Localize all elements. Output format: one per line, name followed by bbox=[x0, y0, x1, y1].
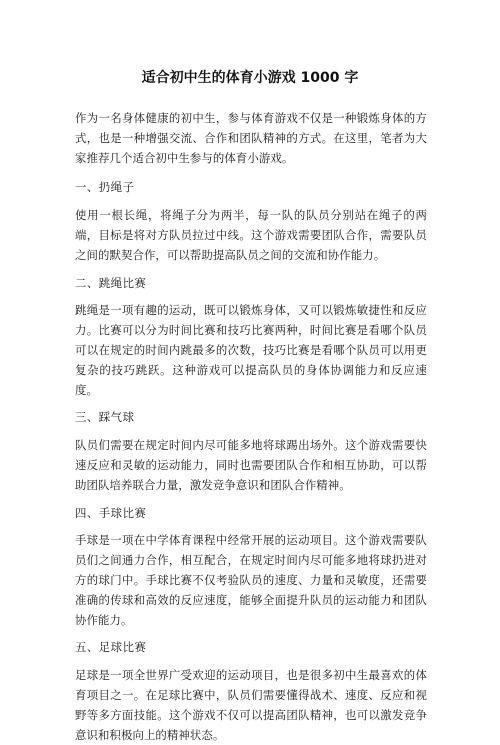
section-heading-3: 三、踩气球 bbox=[75, 410, 135, 425]
document-title: 适合初中生的体育小游戏 1000 字 bbox=[141, 70, 359, 86]
document-body bbox=[75, 109, 427, 745]
section-heading-4: 四、手球比赛 bbox=[75, 505, 147, 520]
section-heading-1: 一、扔绳子 bbox=[75, 180, 135, 195]
intro-paragraph: 作为一名身体健康的初中生，参与体育游戏不仅是一种锻炼身体的方式，也是一种增强交流、合作和团队精神的方式。在这里，笔者为大家推荐几个适合初中生参与的体育小游戏。 bbox=[75, 111, 427, 165]
section-body-5: 足球是一项全世界广受欢迎的运动项目，也是很多初中生最喜欢的体育项目之一。在足球比赛中，队员们需要懂得战术、速度、反应和视野等多方面技能。这个游戏不仅可以提高团队精神，也可以激发竞争意识和积极向上的精神状态。 bbox=[75, 668, 427, 742]
section-body-4: 手球是一项在中学体育课程中经常开展的运动项目。这个游戏需要队员们之间通力合作，相互配合，在规定时间内尽可能多地将球扔进对方的球门中。手球比赛不仅考验队员的速度、力量和灵敏度，还需要准确的传球和高效的反应速度，能够全面提升队员的运动能力和团队协作能力。 bbox=[75, 533, 427, 627]
section-heading-2: 二、跳绳比赛 bbox=[75, 275, 147, 290]
section-body-3: 队员们需要在规定时间内尽可能多地将球踢出场外。这个游戏需要快速反应和灵敏的运动能力，同时也需要团队合作和相互协助，可以帮助团队培养联合力量，激发竞争意识和团队合作精神。 bbox=[75, 438, 427, 492]
section-body-1: 使用一根长绳，将绳子分为两半，每一队的队员分别站在绳子的两端，目标是将对方队员拉过中线。这个游戏需要团队合作，需要队员之间的默契合作，可以帮助提高队员之间的交流和协作能力。 bbox=[75, 208, 427, 262]
section-heading-5: 五、足球比赛 bbox=[75, 640, 147, 655]
section-body-2: 跳绳是一项有趣的运动，既可以锻炼身体，又可以锻炼敏捷性和反应力。比赛可以分为时间比赛和技巧比赛两种，时间比赛是看哪个队员可以在规定的时间内跳最多的次数，技巧比赛是看哪个队员可以用更复杂的技巧跳跃。这种游戏可以提高队员的身体协调能力和反应速度。 bbox=[75, 303, 427, 397]
